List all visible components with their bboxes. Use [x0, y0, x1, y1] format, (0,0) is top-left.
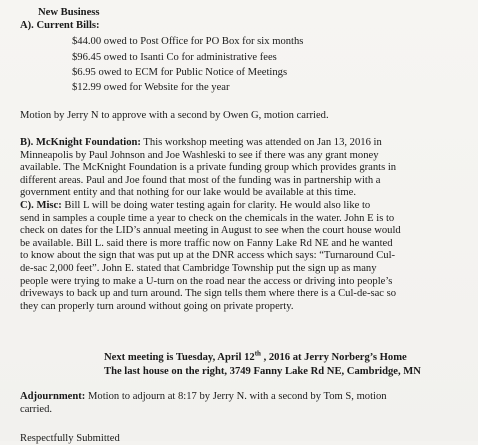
adjournment-text: Motion to adjourn at 8:17 by Jerry N. with a second by Tom S, motion: [85, 391, 387, 402]
misc-line: be available. Bill L. said there is more traffic now on Fanny Lake Rd NE and he wanted: [20, 237, 393, 249]
new-business-heading: New Business: [38, 7, 100, 18]
bill-description: owed to Post Office for PO Box for six months: [101, 36, 304, 47]
mcknight-line: government entity and that nothing for our lake would be available at this time.: [20, 187, 356, 199]
next-meeting-line: [104, 351, 407, 364]
next-meeting-location: , 2016 at Jerry Norberg’s Home: [260, 352, 407, 363]
bill-item: [72, 81, 230, 94]
mcknight-line: available. The McKnight Foundation is a private funding group which provides grants in: [20, 162, 397, 174]
date-suffix: th: [254, 349, 261, 358]
bill-description: owed to Isanti Co for administrative fees: [101, 52, 277, 63]
mcknight-heading: B). McKnight Foundation:: [20, 137, 141, 148]
bill-description: owed for Website for the year: [101, 82, 230, 93]
bills-motion: Motion by Jerry N to approve with a second by Owen G, motion carried.: [20, 110, 329, 121]
adjournment-heading: Adjournment:: [20, 391, 86, 402]
bill-item: [72, 51, 277, 64]
misc-line: people were trying to make a U-turn on the road near the access or driving into people’s: [20, 275, 393, 287]
current-bills-heading: A). Current Bills:: [20, 20, 100, 31]
misc-line: they can properly turn around without going on private property.: [20, 300, 294, 312]
bill-amount: $96.45: [72, 52, 102, 63]
bill-amount: $12.99: [72, 82, 102, 93]
adjournment-continued: carried.: [20, 404, 53, 415]
misc-line: driveways to back up and turn around. The sign tells them where there is a Cul-de-sac so: [20, 288, 397, 300]
bill-item: [72, 66, 287, 79]
misc-line: send in samples a couple time a year to check on the chemicals in the water. John E is to: [20, 212, 395, 224]
misc-line: de-sac 2,000 feet”. John E. stated that Cambridge Township put the sign up as many: [20, 262, 377, 274]
misc-line: Bill L will be doing water testing again for clarity. He would also like to: [61, 200, 371, 211]
next-meeting-date: Next meeting is Tuesday, April 12: [104, 352, 255, 363]
bill-description: owed to ECM for Public Notice of Meetings: [95, 67, 288, 78]
closing-text: Respectfully Submitted: [20, 433, 120, 444]
adjournment-line: [20, 390, 387, 403]
bill-amount: $6.95: [72, 67, 96, 78]
mcknight-line: Minneapolis by Paul Johnson and Joe Washleski to see if there was any grant money: [20, 149, 379, 161]
next-meeting-address: The last house on the right, 3749 Fanny Lake Rd NE, Cambridge, MN: [104, 366, 421, 377]
misc-heading: C). Misc:: [20, 200, 62, 211]
bill-amount: $44.00: [72, 36, 102, 47]
misc-section: [20, 200, 470, 313]
mcknight-section: [20, 137, 470, 200]
mcknight-line: This workshop meeting was attended on Jan 13, 2016 in: [140, 137, 382, 148]
misc-line: check on dates for the LID’s annual meeting in August to see when the court house would: [20, 225, 401, 237]
bill-item: [72, 35, 303, 48]
misc-line: to know about the sign that was put up at the DNR access which says: “Turnaround Cul-: [20, 250, 396, 262]
mcknight-line: different areas. Paul and Joe found that most of the funding was in partnership with a: [20, 174, 381, 186]
